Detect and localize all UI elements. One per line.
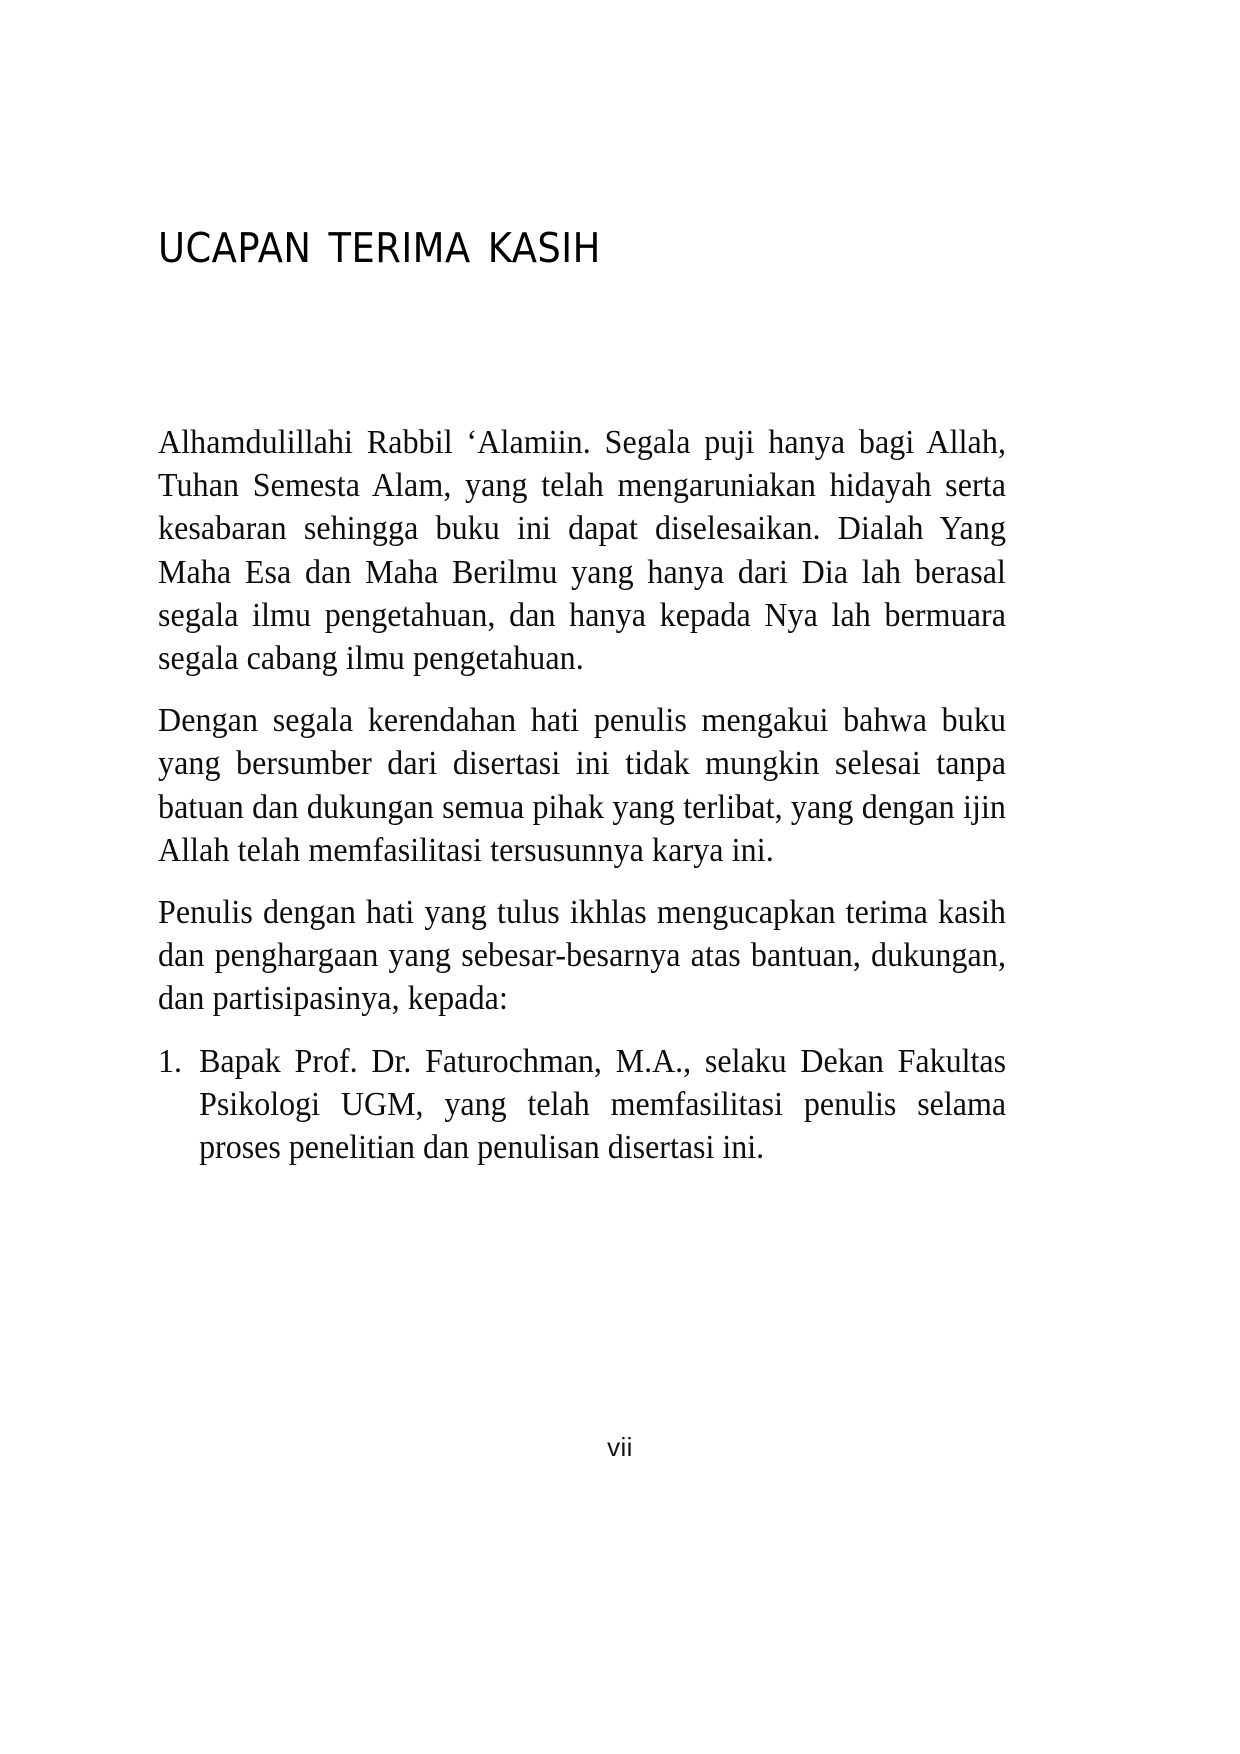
paragraph-2: Dengan segala kerendahan hati penulis mengakui bahwa buku yang bersumber dari disertasi ini tidak mungkin selesai tanpa batuan dan dukungan semua pihak yang terlibat, yang dengan ijin Allah telah memfasilitasi tersusunnya karya ini. (158, 702, 1007, 869)
paragraph-1: Alhamdulillahi Rabbil ‘Alamiin. Segala puji hanya bagi Allah, Tuhan Semesta Alam, yang telah mengaruniakan hidayah serta kesabaran sehingga buku ini dapat diselesaikan. Dialah Yang Maha Esa dan Maha Berilmu yang hanya dari Dia lah berasal segala ilmu pengetahuan, dan hanya kepada Nya lah bermuara segala cabang ilmu pengetahuan. (158, 423, 1007, 677)
page-number: vii (607, 1432, 633, 1462)
list-item (158, 1040, 1006, 1170)
list-item-text: Bapak Prof. Dr. Faturochman, M.A., selaku Dekan Fakultas Psikologi UGM, yang telah memfasilitasi penulis selama proses penelitian dan penulisan disertasi ini. (199, 1042, 1007, 1166)
page-title: ucapan terima kasih (158, 208, 601, 276)
page-content (158, 0, 1006, 1185)
body-text-block (158, 421, 1006, 1169)
acknowledgement-list (158, 1040, 1006, 1170)
paragraph-3: Penulis dengan hati yang tulus ikhlas mengucapkan terima kasih dan penghargaan yang sebesar-besarnya atas bantuan, dukungan, dan partisipasinya, kepada: (158, 893, 1007, 1018)
list-item-marker: 1. (158, 1042, 182, 1080)
